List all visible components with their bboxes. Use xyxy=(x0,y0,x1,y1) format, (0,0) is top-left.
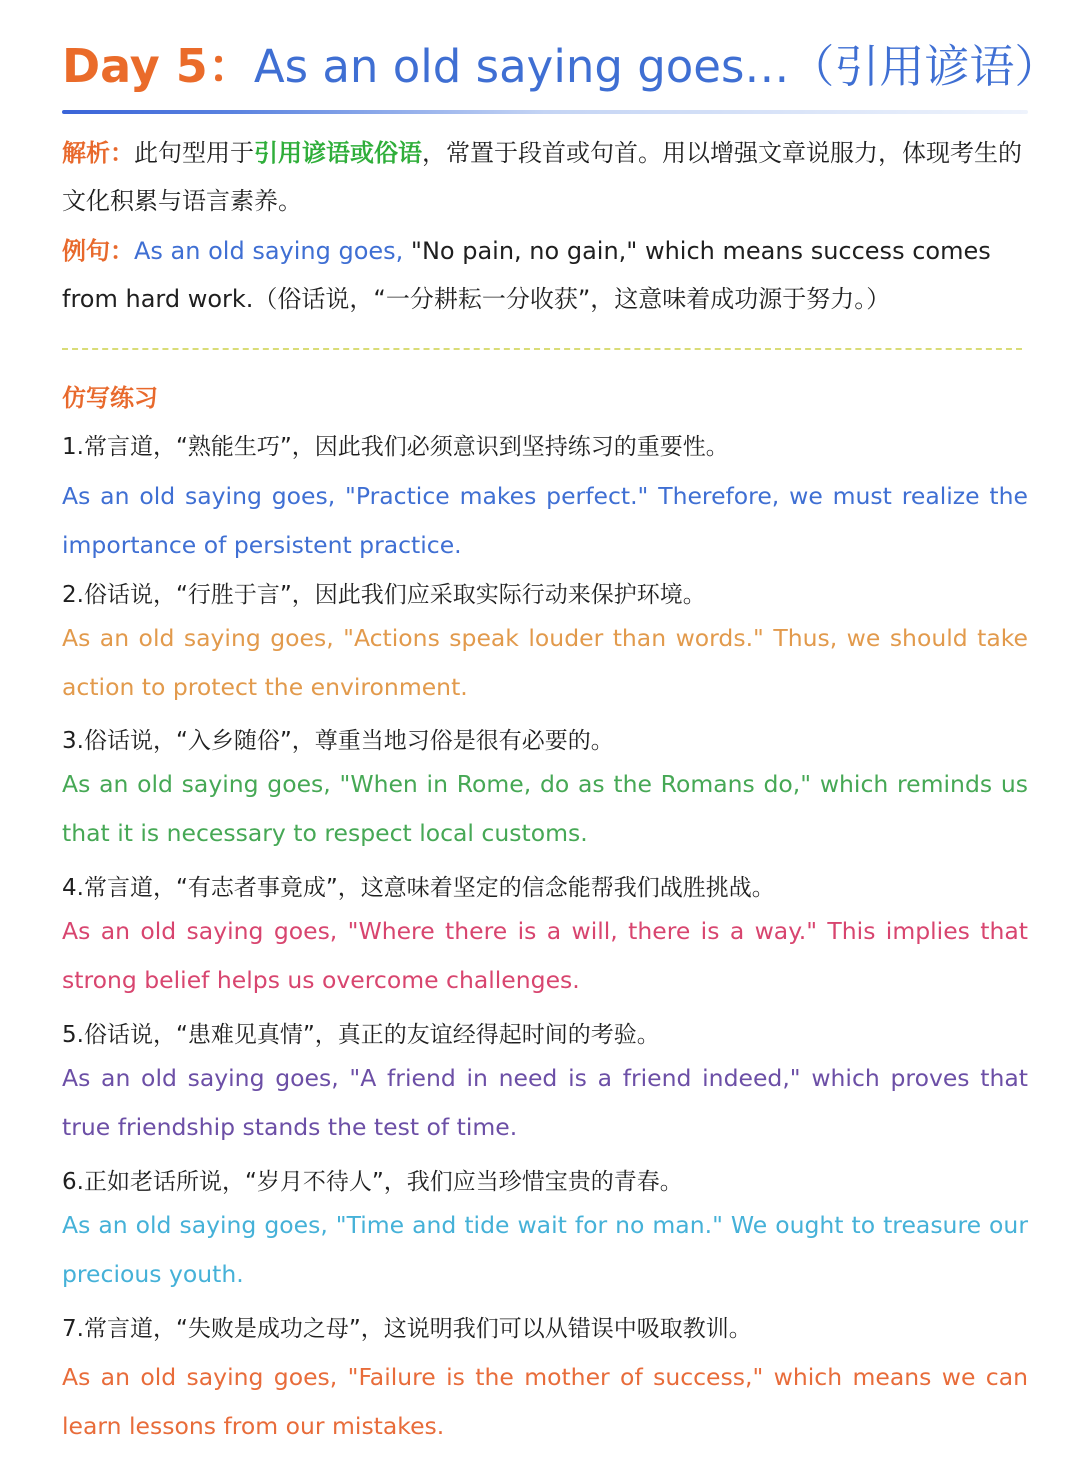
practice-item-4-en: As an old saying goes, "Where there is a will, there is a way." This implies that strong belief helps us overcome challenges. xyxy=(62,917,1028,994)
analysis-highlight: 引用谚语或俗语 xyxy=(254,139,422,167)
example-rest: "No pain, no gain," which means success comes from hard work.（俗话说，“一分耕耘一分收获”，这意味着成功源于努力。） xyxy=(62,237,991,313)
practice-item-5-cn: 5.俗话说，“患难见真情”，真正的友谊经得起时间的考验。 xyxy=(62,1022,660,1048)
analysis-label: 解析： xyxy=(62,139,134,167)
analysis-text-after: ，常置于段首或句首。用以增强文章说服力，体现考生的文化积累与语言素养。 xyxy=(62,139,1022,215)
analysis-paragraph xyxy=(62,129,1028,225)
title-main: As an old saying goes…（引用谚语） xyxy=(253,40,1060,93)
page-title xyxy=(62,34,1059,99)
practice-item-2-en: As an old saying goes, "Actions speak louder than words." Thus, we should take action to protect the environment. xyxy=(62,624,1028,701)
practice-item-1-cn: 1.常言道，“熟能生巧”，因此我们必须意识到坚持练习的重要性。 xyxy=(62,434,729,460)
practice-item-4-cn: 4.常言道，“有志者事竟成”，这意味着坚定的信念能帮我们战胜挑战。 xyxy=(62,875,775,901)
practice-title: 仿写练习 xyxy=(62,384,158,412)
practice-item-5-en: As an old saying goes, "A friend in need is a friend indeed," which proves that true friendship stands the test of time. xyxy=(62,1064,1028,1141)
practice-item-2-cn: 2.俗话说，“行胜于言”，因此我们应采取实际行动来保护环境。 xyxy=(62,582,706,608)
example-label: 例句： xyxy=(62,237,134,265)
practice-item-6-en: As an old saying goes, "Time and tide wait for no man." We ought to treasure our precious youth. xyxy=(62,1211,1028,1288)
practice-item-7-en: As an old saying goes, "Failure is the mother of success," which means we can learn lessons from our mistakes. xyxy=(62,1363,1028,1440)
section-divider xyxy=(62,348,1022,350)
title-day: Day 5： xyxy=(62,39,254,93)
practice-item-3-en: As an old saying goes, "When in Rome, do as the Romans do," which reminds us that it is necessary to respect local customs. xyxy=(62,770,1028,847)
analysis-text-before: 此句型用于 xyxy=(134,139,254,167)
practice-item-1-en: As an old saying goes, "Practice makes perfect." Therefore, we must realize the importance of persistent practice. xyxy=(62,482,1028,559)
example-phrase: As an old saying goes, xyxy=(134,237,404,265)
title-underline xyxy=(62,110,1028,114)
practice-item-6-cn: 6.正如老话所说，“岁月不待人”，我们应当珍惜宝贵的青春。 xyxy=(62,1169,683,1195)
practice-item-3-cn: 3.俗话说，“入乡随俗”，尊重当地习俗是很有必要的。 xyxy=(62,728,614,754)
example-paragraph xyxy=(62,227,1028,323)
practice-item-7-cn: 7.常言道，“失败是成功之母”，这说明我们可以从错误中吸取教训。 xyxy=(62,1316,752,1342)
